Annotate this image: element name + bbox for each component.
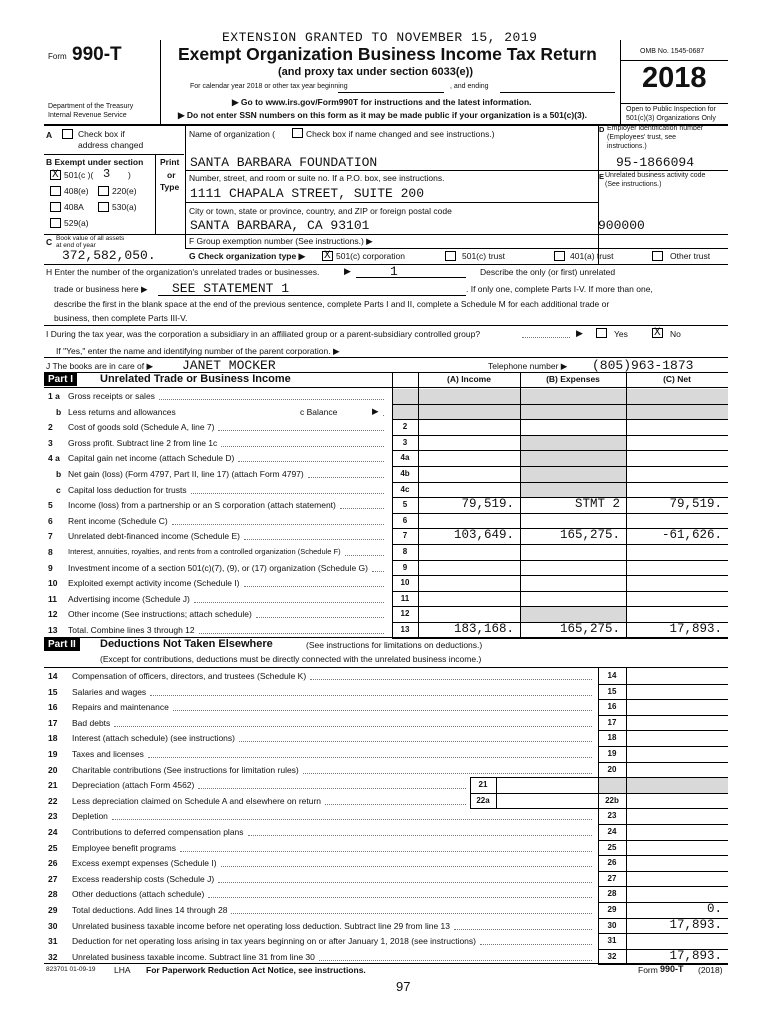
part2-line-number: 17 (48, 717, 58, 728)
leader-dots (238, 461, 384, 462)
row-rule (598, 933, 728, 934)
j-label: J The books are in care of ▶ (46, 361, 154, 371)
part1-box-label: 10 (400, 578, 410, 588)
part1-col-c-value[interactable]: -61,626. (661, 528, 722, 543)
529a-checkbox[interactable] (50, 218, 61, 228)
part2-line-text: Depletion (72, 811, 108, 822)
part2-line-number: 30 (48, 920, 58, 931)
leader-dots (372, 571, 384, 572)
part1-line-text: Gross receipts or sales (68, 391, 155, 401)
501c-number[interactable]: 3 (103, 167, 111, 181)
shaded-cell (521, 483, 626, 498)
530a-label: 530(a) (112, 202, 137, 212)
row-rule (392, 513, 728, 514)
ein-label1: Employer identification number (607, 125, 704, 132)
row-rule (392, 638, 728, 639)
row-rule (598, 855, 728, 856)
part2-line-number: 28 (48, 889, 58, 900)
part2-line-number: 20 (48, 764, 58, 775)
ein-label3: instructions.) (607, 143, 647, 150)
shaded-cell (393, 405, 728, 420)
part1-line-number: 5 (48, 500, 53, 511)
column-rule (392, 372, 393, 638)
city-state-zip[interactable]: SANTA BARBARA, CA 93101 (190, 218, 370, 233)
address-changed-text1: Check box if (78, 129, 125, 139)
extension-notice: EXTENSION GRANTED TO NOVEMBER 15, 2019 (222, 30, 538, 45)
part1-box-label: 12 (400, 609, 410, 619)
page-number: 97 (396, 979, 411, 994)
408e-checkbox[interactable] (50, 186, 61, 196)
org-name-label: Name of organization ( (189, 129, 275, 139)
part1-line-number: 8 (48, 547, 53, 557)
part1-line-text: Capital gain net income (attach Schedule D) (68, 453, 235, 464)
501c-corp-checkbox[interactable] (322, 251, 333, 261)
408e-label: 408(e) (64, 186, 89, 196)
part2-line-text: Excess readership costs (Schedule J) (72, 873, 215, 884)
trade-business-value[interactable]: SEE STATEMENT 1 (172, 281, 290, 296)
part1-line-text: Income (loss) from a partnership or an S corporation (attach statement) (68, 500, 336, 511)
part1-box-label: 6 (402, 515, 408, 525)
h-arrow: ▶ (344, 266, 351, 276)
part2-box-label: 15 (607, 686, 617, 696)
part2-box-label: 30 (607, 920, 617, 930)
column-rule (626, 668, 627, 964)
leader-dots (114, 726, 592, 727)
part2-line-number: 27 (48, 873, 58, 884)
part2-box-label: 29 (607, 905, 617, 914)
part2-line-text: Bad debts (72, 717, 111, 728)
row-rule (470, 808, 598, 809)
part1-line-text: Investment income of a section 501(c)(7), (9), or (17) organization (Schedule G) (68, 562, 368, 573)
leader-dots (218, 430, 384, 431)
part2-line-text: Employee benefit programs (72, 842, 176, 853)
part2-line-text: Taxes and licenses (72, 749, 144, 759)
501c-corp-label: 501(c) corporation (336, 251, 405, 261)
part1-box-label: 5 (402, 500, 408, 510)
part2-line-number: 14 (48, 671, 58, 681)
leader-dots (180, 851, 592, 852)
row-rule (392, 575, 728, 576)
part1-line-number: 3 (48, 437, 53, 448)
part1-line-number: c (56, 484, 61, 495)
part2-amount[interactable]: 17,893. (669, 917, 722, 932)
501c-checkbox[interactable] (50, 170, 61, 180)
street-label: Number, street, and room or suite no. If a P.O. box, see instructions. (189, 173, 445, 183)
open-public-1: Open to Public Inspection for (626, 106, 716, 113)
part1-box-label: 3 (402, 437, 408, 447)
org-type-label: G Check organization type ▶ (189, 251, 306, 261)
part2-line-text: Salaries and wages (72, 686, 147, 697)
leader-dots (256, 617, 384, 618)
activity-code-label2: (See instructions.) (605, 181, 662, 188)
part2-line-text: Compensation of officers, directors, and trustees (Schedule K) (72, 671, 307, 681)
trades-count[interactable]: 1 (390, 264, 398, 279)
part2-amount[interactable]: 0. (706, 902, 722, 916)
leader-dots (308, 477, 384, 478)
row-rule (598, 840, 728, 841)
part2-line-number: 31 (48, 936, 58, 947)
leader-dots (454, 929, 592, 930)
col-a-header: (A) Income (447, 374, 491, 384)
part2-line-number: 22 (48, 795, 58, 806)
part1-line-text: Other income (See instructions; attach schedule) (68, 609, 252, 620)
col-b-header: (B) Expenses (546, 374, 600, 384)
part1-line-number: 2 (48, 422, 53, 433)
dept-treasury: Department of the Treasury (48, 103, 134, 110)
part1-line-text: Unrelated debt-financed income (Schedule E) (68, 531, 240, 542)
omb-number: OMB No. 1545-0687 (640, 48, 705, 55)
part1-col-a-value[interactable]: 79,519. (461, 497, 514, 512)
shaded-cell (521, 467, 626, 482)
part1-line-text: Net gain (loss) (Form 4797, Part II, line 17) (attach Form 4797) (68, 469, 304, 479)
408a-label: 408A (64, 202, 84, 212)
part1-box-label: 11 (400, 593, 410, 603)
part2-line-text: Other deductions (attach schedule) (72, 889, 205, 900)
part1-line-number: 7 (48, 531, 53, 542)
part2-box-label: 20 (607, 764, 617, 774)
address-changed-text2: address changed (78, 140, 144, 150)
408a-checkbox[interactable] (50, 202, 61, 212)
leader-dots (112, 819, 592, 820)
row-rule (392, 544, 728, 545)
part2-box-label: 14 (607, 671, 617, 680)
part2-line-text: Deduction for net operating loss arising in tax years beginning on or after January 1, 2018 (see instructions) (72, 936, 476, 947)
part2-title-note: (See instructions for limitations on deductions.) (306, 640, 483, 650)
leader-dots (383, 415, 384, 416)
form-word: Form (48, 52, 67, 61)
part1-col-b-value[interactable]: 165,275. (559, 528, 620, 543)
501c-close: ) (128, 170, 131, 180)
401a-trust-label: 401(a) trust (570, 251, 614, 261)
row-rule (598, 964, 728, 965)
529a-label: 529(a) (64, 218, 89, 228)
subsidiary-no-x-mark: X (654, 327, 661, 339)
c-balance-label: c Balance (300, 406, 338, 417)
lha-label: LHA (114, 965, 131, 975)
part1-box-label: 2 (402, 422, 408, 432)
leader-dots (194, 602, 384, 603)
box-d-label: D (599, 125, 605, 134)
subsidiary-yes-label: Yes (614, 329, 628, 339)
part2-line-text: Excess exempt expenses (Schedule I) (72, 858, 217, 869)
part1-line-number: 6 (48, 515, 53, 526)
row-rule (598, 715, 728, 716)
i-question: I During the tax year, was the corporation a subsidiary in an affiliated group or a parent-subsidiary controlled group? (46, 329, 481, 339)
part2-box-label: 32 (607, 951, 617, 961)
subsidiary-yes-checkbox[interactable] (596, 328, 607, 338)
book-value-label2: at end of year (56, 242, 96, 249)
part1-line-text: Capital loss deduction for trusts (68, 484, 187, 495)
h-question: H Enter the number of the organization's unrelated trades or businesses. (46, 267, 320, 277)
part1-line-text: Less returns and allowances (68, 406, 176, 417)
220e-label: 220(e) (112, 186, 137, 196)
name-changed-checkbox[interactable] (292, 128, 303, 138)
part2-line-text: Interest (attach schedule) (see instructions) (72, 733, 235, 744)
leader-dots (148, 757, 592, 758)
part2-box-label: 23 (607, 811, 617, 821)
print-label: Print (160, 157, 180, 167)
part2-line-number: 15 (48, 686, 58, 697)
220e-checkbox[interactable] (98, 186, 109, 196)
shaded-cell (521, 436, 626, 451)
row-rule (598, 746, 728, 747)
501c-corp-x-mark: X (324, 250, 331, 262)
leader-dots (191, 493, 384, 494)
leader-dots (159, 399, 384, 400)
leader-dots (231, 913, 592, 914)
no-ssn-warning: ▶ Do not enter SSN numbers on this form as it may be made public if your organization is a 501(c)(3). (178, 110, 587, 120)
part2-line-number: 26 (48, 858, 58, 869)
city-label: City or town, state or province, country, and ZIP or foreign postal code (189, 206, 452, 216)
telephone-number[interactable]: (805)963-1873 (592, 358, 694, 373)
col-c-header: (C) Net (663, 374, 691, 384)
column-rule (598, 668, 599, 964)
row-rule (470, 793, 598, 794)
telephone-label: Telephone number ▶ (488, 361, 568, 371)
part1-line-number: 12 (48, 609, 58, 620)
part2-box-label: 31 (607, 936, 617, 946)
part1-line-text: Gross profit. Subtract line 2 from line 1c (68, 437, 218, 448)
leader-dots (244, 539, 384, 540)
row-rule (598, 871, 728, 872)
subsidiary-no-checkbox[interactable] (652, 328, 663, 338)
row-rule (598, 886, 728, 887)
column-rule (520, 372, 521, 638)
tax-year: 2018 (642, 62, 707, 94)
part2-line-number: 32 (48, 951, 58, 962)
street-address[interactable]: 1111 CHAPALA STREET, SUITE 200 (190, 186, 425, 201)
part1-col-b-value[interactable]: 165,275. (559, 622, 620, 636)
part1-box-label: 4a (400, 453, 410, 463)
activity-code-label1: Unrelated business activity code (605, 172, 706, 179)
address-changed-checkbox[interactable] (62, 129, 73, 139)
part2-box-label: 17 (607, 717, 617, 727)
part2-line-text: Less depreciation claimed on Schedule A and elsewhere on return (72, 795, 322, 806)
other-trust-label: Other trust (670, 251, 711, 261)
book-value[interactable]: 372,582,050. (62, 248, 156, 263)
or-label: or (167, 170, 176, 180)
row-rule (598, 684, 728, 685)
part1-col-a-value[interactable]: 103,649. (453, 528, 514, 543)
shaded-cell (393, 389, 728, 404)
part1-box-label: 8 (402, 547, 408, 556)
part1-line-number: 10 (48, 578, 58, 589)
part2-box-label: 16 (607, 702, 617, 712)
ein-label2: (Employees' trust, see (607, 134, 677, 141)
part1-line-number: 11 (48, 593, 57, 604)
part2-line-number: 25 (48, 842, 58, 853)
530a-checkbox[interactable] (98, 202, 109, 212)
ein-value[interactable]: 95-1866094 (616, 155, 695, 170)
part1-label: Part I (44, 373, 77, 386)
shaded-cell (599, 778, 728, 793)
shaded-cell (521, 607, 626, 622)
name-changed-text: Check box if name changed and see instructions.) (306, 129, 495, 139)
part1-line-text: Cost of goods sold (Schedule A, line 7) (68, 422, 215, 433)
row-rule (598, 699, 728, 700)
leader-dots (310, 679, 592, 680)
part2-amount[interactable]: 17,893. (669, 948, 722, 963)
part2-box-label: 24 (607, 827, 617, 836)
part1-col-c-value[interactable]: 17,893. (669, 622, 722, 636)
form-subtitle: (and proxy tax under section 6033(e)) (278, 66, 473, 78)
501c-label: 501(c )( (64, 170, 94, 180)
leader-dots (198, 788, 466, 789)
leader-dots (221, 866, 592, 867)
leader-dots (150, 695, 592, 696)
shaded-cell (521, 451, 626, 466)
box-22a-label: 22a (476, 795, 490, 805)
part2-line-number: 24 (48, 827, 58, 837)
part1-line-number: b (56, 469, 62, 479)
part2-line-text: Repairs and maintenance (72, 702, 169, 713)
part1-line-number: b (56, 406, 62, 417)
form-code: 823701 01-09-19 (46, 966, 96, 973)
irs-label: Internal Revenue Service (48, 112, 127, 119)
box-b-label: B Exempt under section (46, 157, 144, 167)
part2-box-label: 27 (607, 873, 617, 883)
row-rule (392, 419, 728, 420)
form-number: 990-T (72, 44, 122, 65)
part1-line-number: 9 (48, 562, 53, 573)
activity-code[interactable]: 900000 (598, 218, 645, 233)
leader-dots (208, 897, 592, 898)
footer-form-word: Form (638, 965, 658, 975)
leader-dots (345, 555, 384, 556)
footer-form-year: (2018) (698, 965, 723, 975)
and-ending: , and ending (450, 83, 489, 90)
401a-trust-checkbox[interactable] (554, 251, 565, 261)
box-a-label: A (46, 130, 53, 140)
part2-line-text: Unrelated business taxable income before net operating loss deduction. Subtract line 29 from line 13 (72, 920, 451, 931)
only-one-text: . If only one, complete Parts I-V. If more than one, (466, 284, 653, 294)
goto-instructions: ▶ Go to www.irs.gov/Form990T for instructions and the latest information. (232, 97, 532, 107)
part2-except: (Except for contributions, deductions must be directly connected with the unrelated business income.) (100, 654, 482, 664)
part1-box-label: 13 (400, 625, 410, 634)
part1-box-label: 4c (400, 484, 410, 494)
501c-trust-checkbox[interactable] (445, 251, 456, 261)
row-rule (598, 762, 728, 763)
part2-box-label: 18 (607, 733, 617, 743)
part2-line-number: 23 (48, 811, 58, 822)
part2-line-number: 19 (48, 749, 58, 759)
part1-box-label: 7 (402, 531, 408, 541)
books-care-of[interactable]: JANET MOCKER (182, 358, 276, 373)
part1-col-b-value[interactable]: STMT 2 (574, 497, 620, 512)
part1-line-number: 1 a (48, 391, 60, 401)
business-then-text: business, then complete Parts III-V. (54, 313, 188, 323)
part2-line-number: 18 (48, 733, 58, 744)
leader-dots (221, 446, 384, 447)
part2-line-text: Charitable contributions (See instructions for limitation rules) (72, 764, 299, 775)
box-21-label: 21 (478, 780, 488, 790)
part2-line-number: 16 (48, 702, 58, 713)
part2-line-text: Contributions to deferred compensation plans (72, 827, 244, 837)
501c-trust-label: 501(c) trust (462, 251, 505, 261)
leader-dots (199, 633, 384, 634)
part2-line-text: Depreciation (attach Form 4562) (72, 780, 195, 791)
leader-dots (319, 960, 592, 961)
leader-dots (244, 586, 384, 587)
part2-line-text: Total deductions. Add lines 14 through 28 (72, 905, 228, 915)
501c-x-mark: X (52, 169, 59, 181)
open-public-2: 501(c)(3) Organizations Only (626, 115, 716, 122)
leader-dots (325, 804, 466, 805)
leader-dots (218, 882, 592, 883)
row-rule (392, 560, 728, 561)
form-title: Exempt Organization Business Income Tax Return (178, 44, 597, 64)
if-yes-text: If "Yes," enter the name and identifying number of the parent corporation. ▶ (56, 346, 340, 356)
row-rule (598, 793, 728, 794)
row-rule (598, 824, 728, 825)
part2-box-label: 25 (607, 842, 617, 852)
org-name[interactable]: SANTA BARBARA FOUNDATION (190, 155, 378, 170)
leader-dots (173, 710, 592, 711)
i-arrow: ▶ (576, 328, 583, 338)
part1-box-label: 4b (400, 469, 410, 478)
part2-line-text: Unrelated business taxable income. Subtract line 31 from line 30 (72, 951, 315, 962)
part2-box-label: 19 (607, 749, 617, 758)
c-balance-arrow: ▶ (372, 405, 379, 416)
leader-dots (303, 773, 592, 774)
part2-line-number: 21 (48, 780, 58, 791)
h-describe: Describe the only (or first) unrelated (480, 267, 616, 277)
leader-dots (340, 508, 384, 509)
part1-line-text: Exploited exempt activity income (Schedule I) (68, 578, 240, 589)
row-rule (392, 591, 728, 592)
part1-line-text: Rent income (Schedule C) (68, 515, 168, 526)
part2-title: Deductions Not Taken Elsewhere (100, 638, 273, 650)
part1-line-text: Interest, annuities, royalties, and rents from a controlled organization (Schedule F) (68, 547, 341, 556)
column-rule (626, 372, 627, 638)
book-value-label1: Book value of all assets (56, 235, 125, 242)
box-c-label: C (46, 237, 53, 247)
part1-line-text: Advertising income (Schedule J) (68, 593, 190, 604)
part2-box-label: 28 (607, 889, 617, 899)
calendar-year-line: For calendar year 2018 or other tax year beginning (190, 83, 348, 90)
part1-col-c-value[interactable]: 79,519. (669, 497, 722, 512)
box-e-label: E (599, 172, 605, 181)
leader-dots (480, 944, 592, 945)
part2-line-number: 29 (48, 905, 58, 915)
leader-dots (172, 524, 384, 525)
part1-box-label: 9 (402, 562, 408, 572)
describe-first-text: describe the first in the blank space at the end of the previous sentence, complete Parts I and II, complete a Schedule M for each additional trade or (54, 299, 610, 309)
paperwork-notice: For Paperwork Reduction Act Notice, see instructions. (146, 965, 366, 975)
part1-line-number: 4 a (48, 453, 60, 464)
leader-dots (248, 835, 592, 836)
row-rule (598, 730, 728, 731)
part1-title: Unrelated Trade or Business Income (100, 373, 291, 385)
part1-col-a-value[interactable]: 183,168. (453, 622, 514, 636)
type-label: Type (160, 182, 180, 192)
column-rule (418, 372, 419, 638)
row-rule (470, 777, 598, 778)
trade-business-label: trade or business here ▶ (54, 284, 148, 294)
row-rule (598, 808, 728, 809)
part2-box-label: 22b (605, 795, 619, 805)
footer-form-number: 990-T (660, 964, 684, 974)
part1-line-number: 13 (48, 625, 58, 635)
part2-box-label: 26 (607, 858, 617, 868)
other-trust-checkbox[interactable] (652, 251, 663, 261)
leader-dots (239, 741, 592, 742)
subsidiary-no-label: No (670, 329, 681, 339)
part1-line-text: Total. Combine lines 3 through 12 (68, 625, 195, 635)
part2-label: Part II (44, 638, 80, 651)
group-exemption-label: F Group exemption number (See instructions.) ▶ (189, 236, 373, 246)
